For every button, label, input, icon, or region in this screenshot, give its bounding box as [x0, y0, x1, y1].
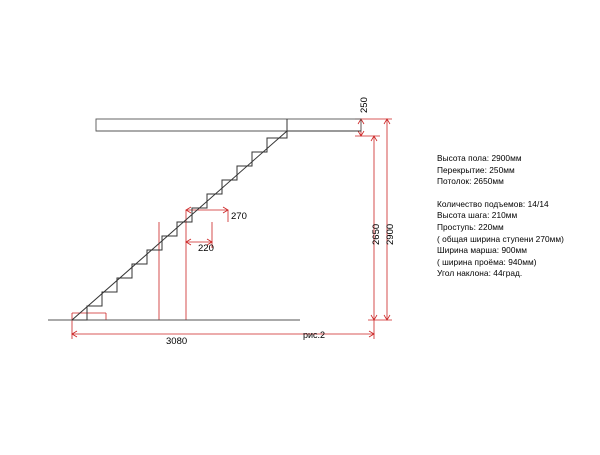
- dimension-3080: 3080: [166, 336, 188, 347]
- specification-text: [437, 153, 597, 280]
- spec-line-slab: Перекрытие: 250мм: [437, 164, 515, 175]
- floor-and-slab: [48, 119, 361, 320]
- spec-line-riser-count: Количество подъемов: 14/14: [437, 198, 549, 209]
- dimension-lines: [72, 119, 392, 339]
- figure-caption: рис.2: [303, 330, 326, 340]
- dimension-220: 220: [198, 243, 214, 254]
- spec-line-ceiling: Потолок: 2650мм: [437, 176, 504, 187]
- spec-line-angle: Угол наклона: 44град.: [437, 268, 523, 279]
- spec-line-opening-width: ( ширина проёма: 940мм): [437, 256, 537, 267]
- dimension-250: 250: [359, 97, 370, 113]
- dimension-2650: 2650: [371, 223, 382, 245]
- spec-line-tread: Проступь: 220мм: [437, 221, 504, 232]
- dimension-270: 270: [231, 211, 247, 222]
- dimension-2900: 2900: [385, 223, 396, 245]
- spec-line-tread-total: ( общая ширина ступени 270мм): [437, 233, 564, 244]
- spec-group-floor: [437, 153, 597, 188]
- spec-line-floor-height: Высота пола: 2900мм: [437, 153, 522, 163]
- spec-line-flight-width: Ширина марша: 900мм: [437, 245, 528, 256]
- spec-group-steps: [437, 199, 597, 280]
- spec-spacer: [437, 188, 597, 199]
- spec-line-riser-height: Высота шага: 210мм: [437, 210, 518, 221]
- stair-profile: [72, 119, 287, 320]
